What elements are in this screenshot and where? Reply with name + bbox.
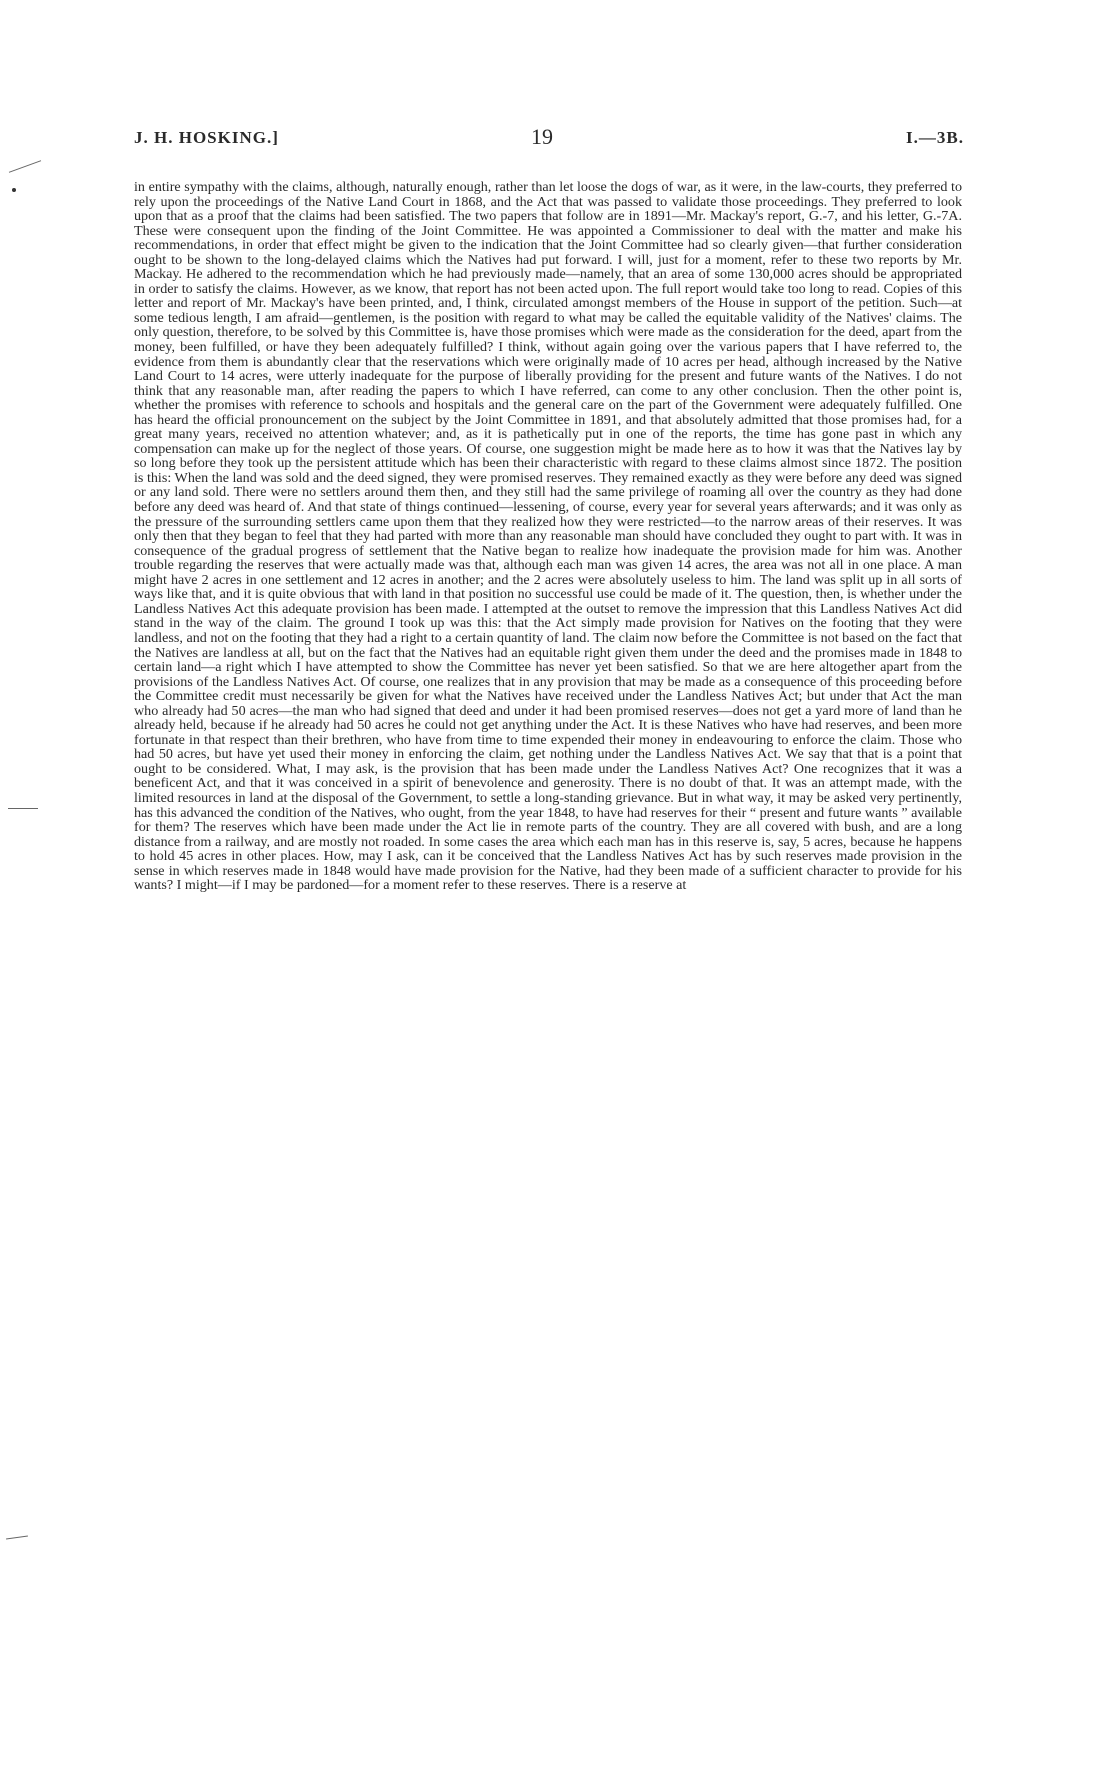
- page-number: 19: [531, 124, 553, 149]
- margin-mark: [9, 160, 41, 173]
- margin-mark: [8, 808, 38, 809]
- paragraph: in entire sympathy with the claims, although, naturally enough, rather than let loose the dogs of war, as it were, in the law-courts, they preferred to rely upon the proceedings of the Native Land Court in 1868, and the Act that was passed to validate those proceedings. They preferred to look upon that as a proof that the claims had been satisfied. The two papers that follow are in 1891—Mr. Mackay's report, G.-7, and his letter, G.-7A. These were consequent upon the finding of the Joint Committee. He was appointed a Commissioner to deal with the matter and make his recommendations, in order that effect might be given to the indication that the Joint Committee had so clearly given—that further consideration ought to be shown to the long-delayed claims which the Natives had put forward. I will, just for a moment, refer to these two reports by Mr. Mackay. He adhered to the recommendation which he had previously made—namely, that an area of some 130,000 acres should be appropriated in order to satisfy the claims. However, as we know, that report has not been acted upon. The full report would take too long to read. Copies of this letter and report of Mr. Mackay's have been printed, and, I think, circulated amongst members of the House in support of the petition. Such—at some tedious length, I am afraid—gentlemen, is the position with regard to what may be called the equitable validity of the Natives' claims. The only question, therefore, to be solved by this Committee is, have those promises which were made as the consideration for the deed, apart from the money, been fulfilled, or have they been adequately fulfilled? I think, without again going over the various papers that I have referred to, the evidence from them is abundantly clear that the reservations which were originally made of 10 acres per head, although increased by the Native Land Court to 14 acres, were utterly inadequate for the purpose of liberally providing for the present and future wants of the Natives. I do not think that any reasonable man, after reading the papers to which I have referred, can come to any other conclusion. Then the other point is, whether the promises with reference to schools and hospitals and the general care on the part of the Government were adequately fulfilled. One has heard the official pronouncement on the subject by the Joint Committee in 1891, and that absolutely admitted that those promises had, for a great many years, received no attention whatever; and, as it is pathetically put in one of the reports, the time has gone past in which any compensation can make up for the neglect of those years. Of course, one suggestion might be made here as to how it was that the Natives lay by so long before they took up the persistent attitude which has been their characteristic with regard to these claims almost since 1872. The position is this: When the land was sold and the deed signed, they were promised reserves. They remained exactly as they were before any deed was signed or any land sold. There were no settlers around them then, and they still had the same privilege of roaming all over the country as they had done before any deed was heard of. And that state of things continued—lessening, of course, every year for several years afterwards; and it was only as the pressure of the surrounding settlers came upon them that they realized how they were restricted—to the narrow areas of their reserves. It was only then that they began to feel that they had parted with more than any reasonable man should have concluded they ought to part with. It was in consequence of the gradual progress of settlement that the Native began to realize how inadequate the provision made for him was. Another trouble regarding the reserves that were actually made was that, although each man was given 14 acres, the area was not all in one place. A man might have 2 acres in one settlement and 12 acres in another; and the 2 acres were absolutely useless to him. The land was split up in all sorts of ways like that, and it is quite obvious that with land in that position no successful use could be made of it. The question, then, is whether under the Landless Natives Act this adequate provision has been made. I attempted at the outset to remove the impression that this Landless Natives Act did stand in the way of the claim. The ground I took up was this: that the Act simply made provision for Natives on the footing that they were landless, and not on the footing that they had a right to a certain quantity of land. The claim now before the Committee is not based on the fact that the Natives are landless at all, but on the fact that the Natives had an equitable right given them under the deed and the promises made in 1848 to certain land—a right which I have attempted to show the Committee has never yet been satisfied. So that we are here altogether apart from the provisions of the Landless Natives Act. Of course, one realizes that in any provision that may be made as a consequence of this proceeding before the Committee credit must necessarily be given for what the Natives have received under the Landless Natives Act; but under that Act the man who already had 50 acres—the man who had signed that deed and under it had been promised reserves—does not get a yard more of land than he already held, because if he already had 50 acres he could not get anything under the Act. It is these Natives who have had reserves, and been more fortunate in that respect than their brethren, who have from time to time expended their money in endeavouring to enforce the claim. Those who had 50 acres, but have yet used their money in enforcing the claim, get nothing under the Landless Natives Act. We say that that is a point that ought to be considered. What, I may ask, is the provision that has been made under the Landless Natives Act? One recognizes that it was a beneficent Act, and that it was conceived in a spirit of benevolence and generosity. There is no doubt of that. It was an attempt made, with the limited resources in land at the disposal of the Government, to settle a long-standing grievance. But in what way, it may be asked very pertinently, has this advanced the condition of the Natives, who ought, from the year 1848, to have had reserves for their “ present and future wants ” available for them? The reserves which have been made under the Act lie in remote parts of the country. They are all covered with bush, and are a long distance from a railway, and are mostly not roaded. In some cases the area which each man has in this reserve is, say, 5 acres, because he happens to hold 45 acres in other places. How, may I ask, can it be conceived that the Landless Natives Act has by such reserves made provision in the sense in which reserves made in 1848 would have made provision for the Native, had they been made of a sufficient character to provide for his wants? I might—if I may be pardoned—for a moment refer to these reserves. There is a reserve at: [134, 179, 962, 894]
- margin-dot: [12, 188, 16, 192]
- header-speaker: J. H. HOSKING.]: [134, 128, 279, 147]
- document-reference: I.—3B.: [906, 128, 964, 147]
- body-text: [134, 180, 962, 893]
- margin-mark: [6, 1535, 28, 1539]
- page-header: [134, 124, 964, 158]
